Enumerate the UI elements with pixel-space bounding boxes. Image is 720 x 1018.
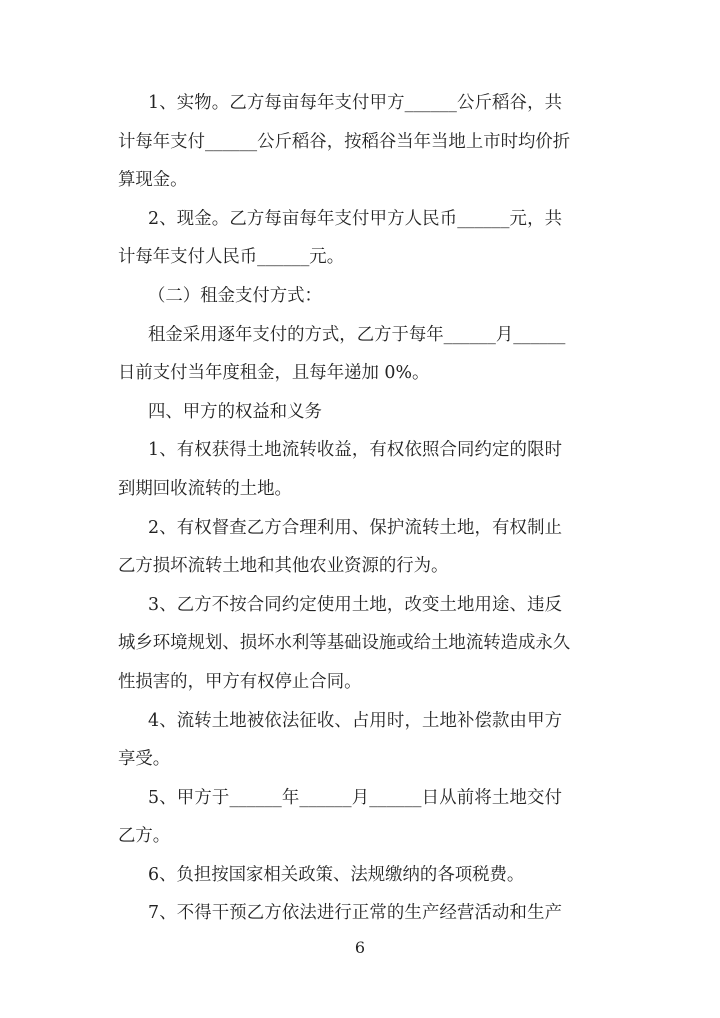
paragraph-line: 5、甲方于______年______月______日从前将土地交付 <box>148 787 562 808</box>
paragraph <box>118 586 571 702</box>
paragraph <box>118 316 566 393</box>
paragraph-line: 2、有权督查乙方合理利用、保护流转土地，有权制止 <box>148 517 562 538</box>
paragraph <box>118 509 562 586</box>
paragraph-line: 日前支付当年度租金，且每年递加 0%。 <box>118 363 430 384</box>
page-number: 6 <box>354 938 366 957</box>
paragraph-line: 6、负担按国家相关政策、法规缴纳的各项税费。 <box>148 864 525 885</box>
paragraph-line: 乙方损坏流转土地和其他农业资源的行为。 <box>118 556 449 577</box>
paragraph-line: 4、流转土地被依法征收、占用时，土地补偿款由甲方 <box>148 710 562 731</box>
paragraph-line: 1、实物。乙方每亩每年支付甲方______公斤稻谷，共 <box>148 93 562 113</box>
paragraph <box>118 277 562 316</box>
paragraph <box>118 393 562 432</box>
paragraph <box>118 779 562 856</box>
document-body <box>118 84 571 933</box>
paragraph-line: 计每年支付______公斤稻谷，按稻谷当年当地上市时均价折 <box>118 131 571 152</box>
paragraph-line: 四、甲方的权益和义务 <box>148 401 322 422</box>
paragraph-line: 7、不得干预乙方依法进行正常的生产经营活动和生产 <box>148 903 562 924</box>
paragraph <box>118 894 562 933</box>
paragraph <box>118 856 562 895</box>
paragraph-line: 租金采用逐年支付的方式，乙方于每年______月______ <box>148 324 566 345</box>
paragraph-line: 享受。 <box>118 749 171 770</box>
paragraph <box>118 84 571 200</box>
paragraph <box>118 431 562 508</box>
paragraph-line: 算现金。 <box>118 170 188 191</box>
paragraph <box>118 702 562 779</box>
paragraph-line: 乙方。 <box>118 826 171 847</box>
paragraph-line: 性损害的，甲方有权停止合同。 <box>118 671 362 692</box>
paragraph <box>118 200 562 277</box>
paragraph-line: 到期回收流转的土地。 <box>118 478 292 499</box>
paragraph-line: 城乡环境规划、损坏水利等基础设施或给土地流转造成永久 <box>118 633 571 654</box>
paragraph-line: （二）租金支付方式： <box>148 285 322 306</box>
paragraph-line: 1、有权获得土地流转收益，有权依照合同约定的限时 <box>148 440 562 461</box>
paragraph-line: 2、现金。乙方每亩每年支付甲方人民币______元，共 <box>148 208 562 229</box>
paragraph-line: 3、乙方不按合同约定使用土地，改变土地用途、违反 <box>148 594 562 615</box>
paragraph-line: 计每年支付人民币______元。 <box>118 247 345 268</box>
